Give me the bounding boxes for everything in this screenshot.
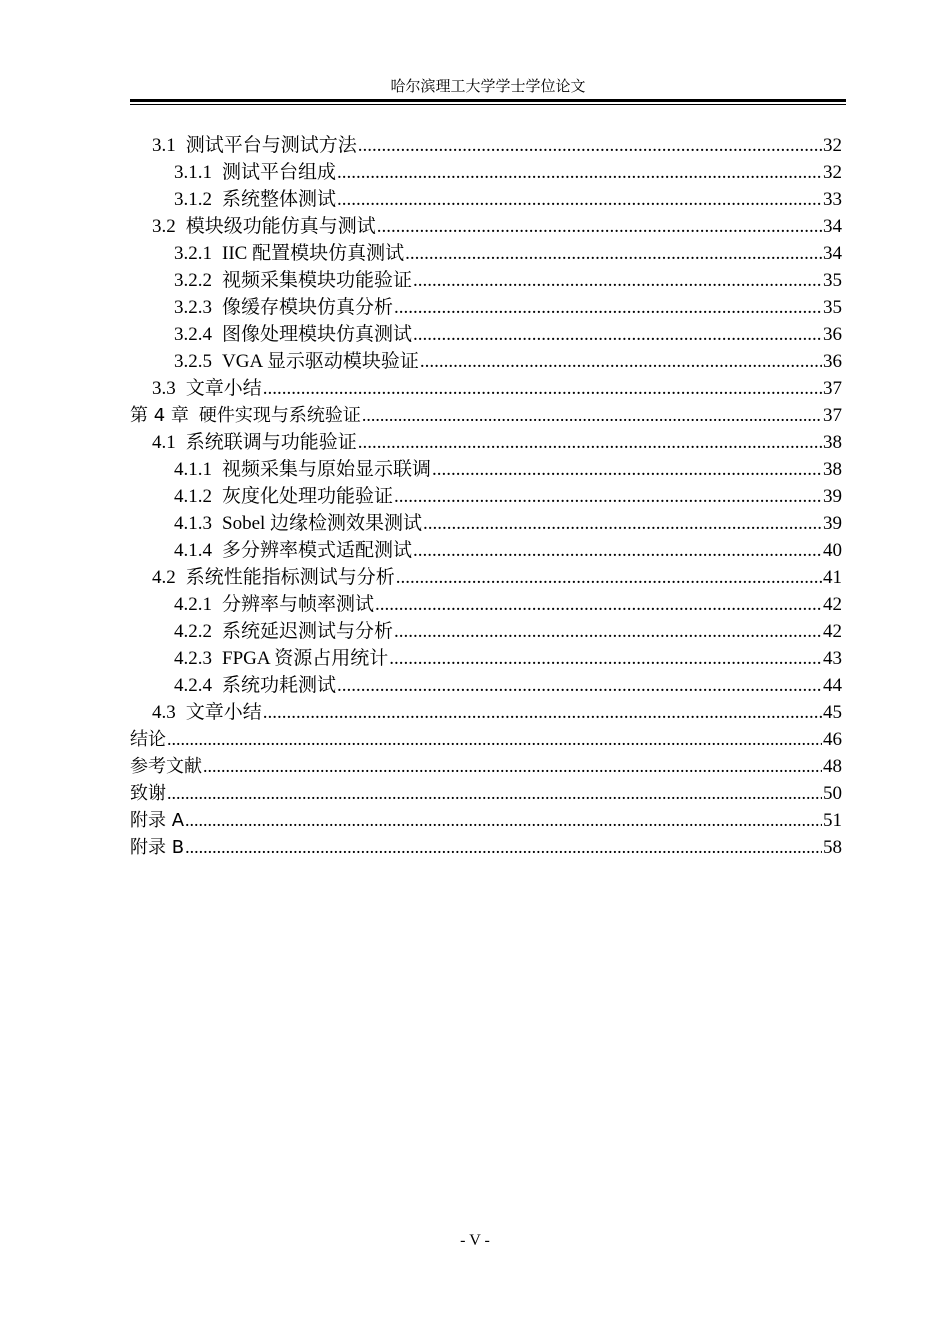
table-of-contents [130,132,842,861]
toc-entry-title: 附录 B [130,837,185,858]
toc-entry-number: 4.1.3 [174,513,212,534]
toc-entry-number: 4.1 [152,432,176,453]
toc-entry-number: 4.2.3 [174,648,212,669]
toc-dot-leader [167,726,822,753]
toc-entry[interactable] [130,483,842,510]
toc-entry[interactable] [130,321,842,348]
toc-entry-title: 测试平台组成 [222,162,337,183]
toc-entry-page: 48 [823,756,842,777]
toc-entry-title: 分辨率与帧率测试 [222,594,375,615]
toc-entry-number: 4.2 [152,567,176,588]
toc-entry-number: 4.3 [152,702,176,723]
toc-entry-title: Sobel 边缘检测效果测试 [222,513,423,534]
toc-entry[interactable] [130,456,842,483]
toc-dot-leader [423,510,822,537]
toc-dot-leader [337,672,822,699]
toc-entry[interactable] [130,429,842,456]
toc-entry[interactable] [130,699,842,726]
toc-dot-leader [405,240,822,267]
toc-entry[interactable] [130,807,842,834]
toc-entry[interactable] [130,834,842,861]
toc-dot-leader [358,132,822,159]
toc-entry-number: 3.2.1 [174,243,212,264]
toc-entry-number: 3.1.2 [174,189,212,210]
toc-entry-page: 45 [823,702,842,723]
toc-dot-leader [432,456,822,483]
toc-dot-leader [358,429,822,456]
toc-entry-number: 4.2.1 [174,594,212,615]
toc-entry-number: 4.2.4 [174,675,212,696]
toc-entry-title: 附录 A [130,810,185,831]
toc-entry-title: 结论 [130,729,166,750]
toc-entry[interactable] [130,186,842,213]
toc-entry-page: 32 [823,135,842,156]
toc-entry-page: 39 [823,513,842,534]
header-rule-thin [130,104,846,105]
toc-entry-title: FPGA 资源占用统计 [222,648,389,669]
toc-entry-page: 38 [823,459,842,480]
toc-entry[interactable] [130,510,842,537]
toc-entry-page: 40 [823,540,842,561]
toc-dot-leader [394,483,822,510]
toc-dot-leader [263,699,822,726]
toc-entry-title: 图像处理模块仿真测试 [222,324,413,345]
toc-dot-leader [203,753,822,780]
toc-entry-title: 参考文献 [130,756,202,777]
toc-entry-number: 3.2.4 [174,324,212,345]
toc-entry-page: 34 [823,243,842,264]
toc-entry[interactable] [130,132,842,159]
toc-entry-number: 第 4 章 [130,405,189,426]
toc-entry-page: 42 [823,621,842,642]
toc-entry-title: 系统联调与功能验证 [185,432,357,453]
toc-entry[interactable] [130,726,842,753]
toc-entry-number: 3.1.1 [174,162,212,183]
toc-dot-leader [413,321,822,348]
toc-entry-title: 系统性能指标测试与分析 [185,567,395,588]
toc-entry-page: 39 [823,486,842,507]
page-header [130,78,846,96]
toc-entry[interactable] [130,213,842,240]
toc-entry[interactable] [130,672,842,699]
toc-entry-title: VGA 显示驱动模块验证 [222,351,419,372]
page-footer [0,1231,950,1251]
toc-entry-page: 42 [823,594,842,615]
toc-dot-leader [263,375,822,402]
toc-entry-number: 4.1.2 [174,486,212,507]
toc-entry-page: 37 [823,405,842,426]
toc-entry-title: 测试平台与测试方法 [185,135,357,156]
toc-entry[interactable] [130,618,842,645]
header-title: 哈尔滨理工大学学士学位论文 [390,79,586,95]
toc-dot-leader [377,213,822,240]
toc-dot-leader [413,537,822,564]
toc-dot-leader [362,402,822,429]
header-rule-thick [130,99,846,102]
toc-dot-leader [396,564,822,591]
toc-entry-page: 34 [823,216,842,237]
toc-entry-title: 像缓存模块仿真分析 [222,297,394,318]
toc-entry-page: 58 [823,837,842,858]
toc-entry-page: 35 [823,297,842,318]
toc-entry[interactable] [130,294,842,321]
toc-entry-title: 系统整体测试 [222,189,337,210]
toc-entry-title: 模块级功能仿真与测试 [185,216,376,237]
toc-entry-page: 43 [823,648,842,669]
toc-dot-leader [337,186,822,213]
toc-entry-title: 硬件实现与系统验证 [198,405,361,426]
toc-dot-leader [413,267,822,294]
toc-entry-title: 文章小结 [185,378,262,399]
page-number: - V - [460,1232,490,1249]
toc-entry-title: 视频采集与原始显示联调 [222,459,432,480]
toc-entry-page: 35 [823,270,842,291]
toc-entry-number: 4.1.1 [174,459,212,480]
toc-entry-title: 致谢 [130,783,166,804]
toc-dot-leader [389,645,822,672]
toc-entry-page: 50 [823,783,842,804]
toc-entry-title: 系统功耗测试 [222,675,337,696]
toc-dot-leader [394,294,822,321]
toc-dot-leader [185,834,822,861]
toc-entry-page: 38 [823,432,842,453]
toc-entry-number: 3.2 [152,216,176,237]
toc-entry-number: 3.2.2 [174,270,212,291]
toc-dot-leader [375,591,822,618]
toc-entry-page: 32 [823,162,842,183]
toc-entry-page: 33 [823,189,842,210]
toc-entry-title: 文章小结 [185,702,262,723]
toc-entry-page: 36 [823,324,842,345]
toc-entry-title: 视频采集模块功能验证 [222,270,413,291]
toc-entry[interactable] [130,780,842,807]
toc-entry-title: 灰度化处理功能验证 [222,486,394,507]
toc-entry-page: 44 [823,675,842,696]
toc-dot-leader [394,618,822,645]
toc-entry[interactable] [130,591,842,618]
toc-entry[interactable] [130,402,842,429]
toc-dot-leader [185,807,822,834]
toc-entry[interactable] [130,645,842,672]
toc-entry[interactable] [130,348,842,375]
toc-entry-number: 3.2.3 [174,297,212,318]
toc-entry[interactable] [130,375,842,402]
toc-entry-number: 4.2.2 [174,621,212,642]
toc-entry-page: 46 [823,729,842,750]
toc-dot-leader [420,348,822,375]
toc-entry[interactable] [130,753,842,780]
toc-entry-number: 4.1.4 [174,540,212,561]
toc-entry-page: 37 [823,378,842,399]
toc-entry-number: 3.2.5 [174,351,212,372]
toc-entry-page: 51 [823,810,842,831]
toc-entry-title: IIC 配置模块仿真测试 [222,243,405,264]
toc-entry-title: 系统延迟测试与分析 [222,621,394,642]
toc-entry[interactable] [130,564,842,591]
toc-entry[interactable] [130,159,842,186]
toc-dot-leader [337,159,822,186]
toc-dot-leader [167,780,822,807]
toc-entry[interactable] [130,267,842,294]
toc-entry[interactable] [130,537,842,564]
toc-entry-page: 36 [823,351,842,372]
toc-entry-number: 3.1 [152,135,176,156]
toc-entry-number: 3.3 [152,378,176,399]
toc-entry-title: 多分辨率模式适配测试 [222,540,413,561]
toc-entry-page: 41 [823,567,842,588]
toc-entry[interactable] [130,240,842,267]
